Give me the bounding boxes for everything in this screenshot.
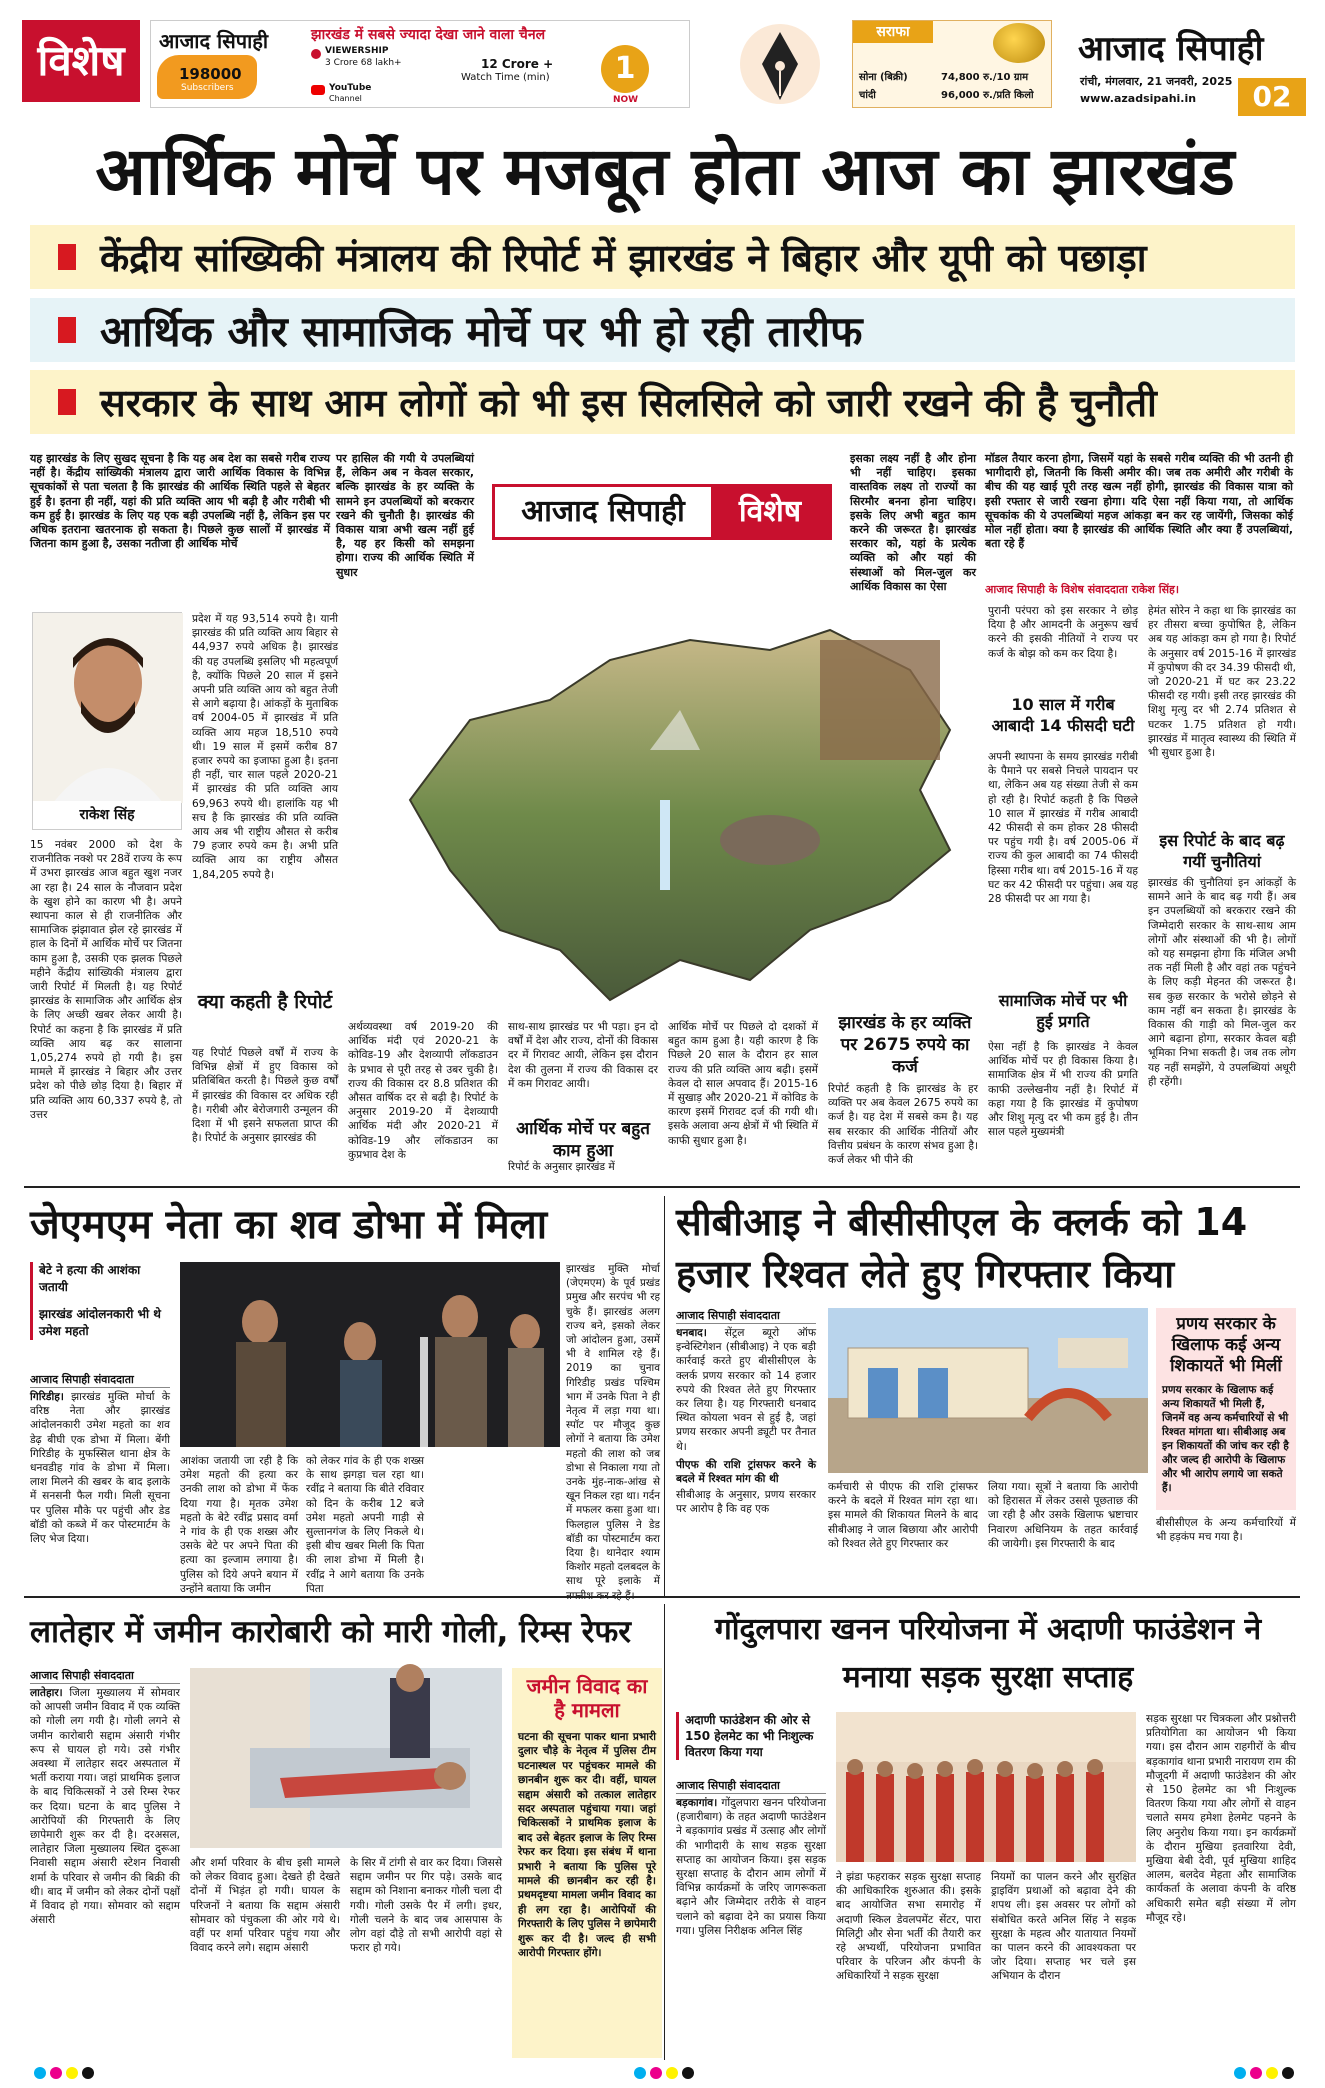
lead-col-2b: यह रिपोर्ट पिछले वर्षों में राज्य के विभिन्न क्षेत्रों में हुए विकास को प्रतिबिंबित करती है। पिछले कुछ वर्षों में झारखंड की विकास दर अधिक रही है। गरीबी और बेरोजगारी उन्मूलन की दिशा में भी इसने सफलता प्राप्त की है। रिपोर्ट के अनुसार झारखंड की [192,1047,338,1145]
bullet-square-icon [58,244,76,270]
lead-col-7b: अपनी स्थापना के समय झारखंड गरीबी के पैमाने पर सबसे निचले पायदान पर था, लेकिन अब यह संख्या तेजी से कम हो रही है। रिपोर्ट कहती है कि पिछले 10 साल में झारखंड में गरीब आबादी 42 फीसदी से कम होकर 28 फीसदी पर पहुंच गयी है। वर्ष 2005-06 में राज्य की कुल आबादी का 74 फीसदी हिस्सा गरीब था। वर्ष 2015-16 में यह घट कर 42 फीसदी पर पहुंचा। अब यह 28 फीसदी पर आ गया है। [988,751,1138,906]
ad-now: NOW [613,95,639,105]
ad-subscribers-num: 198000 [179,65,242,83]
latehar-side-head: जमीन विवाद का है मामला [526,1674,648,1722]
jmm-side-note: बेटे ने हत्या की आशंका जतायी [39,1263,141,1294]
intro-right-2-wrap [985,452,1293,596]
sub-challenges: इस रिपोर्ट के बाद बढ़ गयीं चुनौतियां [1159,831,1285,871]
cbi-side-head: प्रणय सरकार के खिलाफ कई अन्य शिकायतें भी मिलीं [1170,1314,1282,1376]
jmm-photo [180,1262,560,1447]
cbi-col-1 [676,1326,816,1586]
bullet-square-icon [58,317,76,343]
ad-viewership: VIEWERSHIP [325,46,389,56]
column-divider [664,1196,665,1596]
sub-social: सामाजिक मोर्चे पर भी हुई प्रगति [998,991,1128,1031]
sarafa-box [852,20,1052,108]
ad-youtube-sub: Channel [329,94,362,103]
intro-left: यह झारखंड के लिए सुखद सूचना है कि यह अब देश का सबसे गरीब राज्य नहीं है। केंद्रीय सांख्यिकी मंत्रालय द्वारा जारी आर्थिक विकास के विभिन्न सूचकांकों से पता चलता है कि झारखंड की आर्थिक स्थिति पहले से बेहतर हुई है। इतना ही नहीं, यहां की प्रति व्यक्ति आय भी बढ़ी है और गरीबी भी कम हुई है। झारखंड के लिए यह एक बड़ी उपलब्धि नहीं है, लेकिन इस पर अधिक इतराना खतरनाक हो सकता है। पिछले कुछ सालों में झारखंड में जितना काम हुआ है, उसका नतीजा ही आर्थिक मोर्चे [30,452,330,551]
page-number: 02 [1238,78,1306,116]
deck-text: सरकार के साथ आम लोगों को भी इस सिलसिले को जारी रखने की है चुनौती [100,381,1157,425]
adani-headline: गोंदुलपारा खनन परियोजना में अदाणी फाउंडेशन ने मनाया सड़क सुरक्षा सप्ताह [714,1612,1262,1695]
logo-brand: आजाद सिपाही [521,494,685,529]
cbi-text: सेंट्रल ब्यूरो ऑफ इन्वेस्टिगेशन (सीबीआइ) ने एक बड़ी कार्रवाई करते हुए बीसीसीएल के क्लर्क प्रणय सरकार को 14 हजार रुपये की रिश्वत लेते हुए गिरफ्तार कर लिया है। यह गिरफ्तारी धनबाद स्थित कोयला भवन से हुई है, जहां प्रणय सरकार अपनी ड्यूटी पर तैनात थे। [676,1327,816,1453]
youtube-ad [150,20,690,108]
intro-credit: आजाद सिपाही के विशेष संवाददाता राकेश सिंह। [985,583,1180,596]
deck-text: आर्थिक और सामाजिक मोर्चे पर भी हो रही तारीफ [100,306,863,356]
ad-watch: 12 Crore + [481,57,554,71]
cbi-sub: पीएफ की राशि ट्रांसफर करने के बदले में रिश्वत मांग की थी [676,1458,816,1486]
cbi-dateline: धनबाद। [676,1327,707,1339]
lead-col-8: हेमंत सोरेन ने कहा था कि झारखंड का हर तीसरा बच्चा कुपोषित है, लेकिन अब यह आंकड़ा कम हो गया है। रिपोर्ट के अनुसार वर्ष 2015-16 में झारखंड में कुपोषण की दर 34.39 फीसदी थी, जो 2020-21 में घट कर 23.22 फीसदी रह गयी। इसी तरह झारखंड की शिशु मृत्यु दर भी 2.74 प्रतिशत से घटकर 1.75 प्रतिशत हो गयी। झारखंड में मातृत्व स्वास्थ्य की स्थिति में भी सुधार हुआ है। [1148,605,1296,760]
sarafa-row-label: सोना (बिक्री) [859,72,908,83]
pen-nib-logo [720,20,840,108]
jmm-col-2: आशंका जतायी जा रही है कि उमेश महतो की हत्या कर उनकी लाश को डोभा में फेंक दिया गया है। मृतक उमेश महतो के बेटे रवींद्र प्रसाद वर्मा ने गांव के ही एक शख्स और उसके बेटे पर अपने पिता की हत्या का इल्जाम लगाया है। पुलिस को दिये अपने बयान में उन्होंने बताया कि जमीन [180,1455,298,1595]
jmm-byline: आजाद सिपाही संवाददाता [30,1372,170,1388]
adani-col-4: सड़क सुरक्षा पर चित्रकला और प्रश्नोत्तरी प्रतियोगिता का आयोजन भी किया गया। इस दौरान आम राहगीरों के बीच बड़कागांव थाना प्रभारी नारायण राम की मौजूदगी में अदाणी फाउंडेशन की ओर से 150 हेलमेट का भी निःशुल्क वितरण किया गया और लोगों से वाहन चलाते समय हमेशा हेलमेट पहनने के लिए अनुरोध किया गया। इन कार्यक्रमों के दौरान मुखिया इतवारिया देवी, मुखिया बेबी देवी, पूर्व मुखिया शाहिद आलम, बलदेव मेहता और सामाजिक कार्यकर्ता के अलावा कंपनी के वरिष्ठ अधिकारी समेत बड़ी संख्या में लोग मौजूद रहे। [1146,1713,1296,1924]
cbi-side-box [1156,1308,1296,1510]
lead-col-7c: ऐसा नहीं है कि झारखंड ने केवल आर्थिक मोर्चे पर ही विकास किया है। सामाजिक क्षेत्र में भी राज्य की प्रगति काफी उल्लेखनीय नहीं है। रिपोर्ट में कहा गया है कि झारखंड में कुपोषण और शिशु मृत्यु दर भी कम हुई है। तीन साल पहले मुख्यमंत्री [988,1041,1138,1139]
adani-byline: आजाद सिपाही संवाददाता [676,1778,826,1794]
ad-watch-sub: Watch Time (min) [461,72,550,83]
intro-right-2: मॉडल तैयार करना होगा, जिसमें यहां के सबसे गरीब व्यक्ति की भी उतनी ही भागीदारी हो, जितनी कि किसी अमीर की। जब तक अमीरी और गरीबी के बीच की यह खाई पूरी तरह खत्म नहीं होगी, झारखंड की विकास यात्रा को इसी रफ्तार से जारी रखना होगा। यदि ऐसा नहीं किया गया, तो आर्थिक सूचकांक की ये उपलब्धियां महज आंकड़ा बन कर रह जायेंगी, जिसका कोई मोल नहीं होता। क्या है झारखंड की आर्थिक स्थिति और क्या हैं उपलब्धियां, बता रहे हैं [985,452,1293,551]
sub-work: आर्थिक मोर्चे पर बहुत काम हुआ [516,1119,650,1161]
latehar-side-box [512,1668,662,2058]
lead-col-4: साथ-साथ झारखंड पर भी पड़ा। इन दो वर्षों में देश और राज्य, दोनों की विकास दर में गिरावट आयी, लेकिन इस दौरान देश की तुलना में राज्य की विकास दर में कम गिरावट आयी। [508,1021,658,1090]
latehar-photo [190,1668,502,1848]
intro-right-1: इसका लक्ष्य नहीं है और होना भी नहीं चाहिए। इसका वास्तविक लक्ष्य तो राज्यों का सिरमौर बनना होना चाहिए। इसके लिए अभी बहुत काम करने की जरूरत है। झारखंड सरकार को, यहां के प्रत्येक व्यक्ति को और यहां की संस्थाओं को मिल-जुल कर आर्थिक विकास का ऐसा [850,452,976,593]
deck-text: केंद्रीय सांख्यिकी मंत्रालय की रिपोर्ट में झारखंड ने बिहार और यूपी को पछाड़ा [100,236,1147,280]
adani-side-note: अदाणी फाउंडेशन की ओर से 150 हेलमेट का भी निःशुल्क वितरण किया गया [676,1712,826,1760]
jmm-col-3: को लेकर गांव के ही एक शख्स के साथ झगड़ा चल रहा था। रवींद्र ने बताया कि बीते रविवार को दिन के करीब 12 बजे उमेश महतो अपनी गाड़ी से सुल्तानगंज के लिए निकले थे। इसी बीच खबर मिली कि पिता की लाश डोभा में मिली है। रवींद्र ने आगे बताया कि उनके पिता [306,1455,424,1595]
website: www.azadsipahi.in [1080,92,1197,105]
cbi-side-body: प्रणय सरकार के खिलाफ कई अन्य शिकायतें भी मिली हैं, जिनमें वह अन्य कर्मचारियों से भी रिश्वत मांगता था। सीबीआइ अब इन शिकायतों की जांच कर रही है और जल्द ही आरोपी के खिलाफ और भी आरोप लगाये जा सकते हैं। [1162,1384,1289,1494]
lead-col-1: 15 नवंबर 2000 को देश के राजनीतिक नक्शे पर 28वें राज्य के रूप में उभरा झारखंड आज बहुत खुश नजर आ रहा है। 24 साल के नौजवान प्रदेश के खुश होने का कारण भी है। अपने स्थापना काल से ही राजनीतिक और सामाजिक झंझावात झेल रहे झारखंड में हाल के दिनों में आर्थिक मोर्चे पर जितना काम हुआ है, उसकी एक झलक पिछले महीने केंद्रीय सांख्यिकी मंत्रालय द्वारा जारी रिपोर्ट में मिलती है। यह रिपोर्ट झारखंड के सामाजिक और आर्थिक क्षेत्र के लिए अच्छी खबर लेकर आयी है। रिपोर्ट का कहना है कि झारखंड में प्रति व्यक्ति आय बढ़ कर सालाना 1,05,274 रुपये हो गयी है। इस मामले में झारखंड ने बिहार और उत्तर प्रदेश को पीछे छोड़ दिया है। बिहार में प्रति व्यक्ति आय 60,337 रुपये है, तो उत्तर [30,839,182,1121]
section-divider [24,1186,1300,1188]
lead-col-7: पुरानी परंपरा को इस सरकार ने छोड़ दिया है और आमदनी के अनुरूप खर्च करने की इसकी नीतियों ने राज्य पर कर्ज के बोझ को कम कर दिया है। [988,605,1138,660]
ad-youtube: YouTube [329,83,372,93]
bullet-square-icon [58,389,76,415]
cbi-byline: आजाद सिपाही संवाददाता [676,1308,816,1324]
brand-name: आजाद सिपाही [1078,29,1264,69]
dateline: रांची, मंगलवार, 21 जनवरी, 2025 [1080,75,1233,88]
masthead [0,0,1325,118]
lead-col-2: प्रदेश में यह 93,514 रुपये है। यानी झारखंड की प्रति व्यक्ति आय बिहार से 44,937 रुपये अधिक है। झारखंड की यह उपलब्धि इसलिए भी महत्वपूर्ण है, क्योंकि पिछले 20 साल में इसने अपनी प्रति व्यक्ति आय को बहुत तेजी से आगे बढ़ाया है। आंकड़ों के मुताबिक वर्ष 2004-05 में झारखंड में प्रति व्यक्ति आय महज 18,510 रुपये थी। 19 साल में इसमें करीब 87 हजार रुपये का इजाफा हुआ है। इतना ही नहीं, चार साल पहले 2020-21 में झारखंड की प्रति व्यक्ति आय 69,963 रुपये थी। हालांकि यह भी सच है कि झारखंड की प्रति व्यक्ति आय अब भी राष्ट्रीय औसत से करीब 79 हजार रुपये कम है। अभी प्रति व्यक्ति आय का राष्ट्रीय औसत 1,84,205 रुपये है। [192,613,338,881]
deck-1 [30,225,1295,289]
lead-col-8b: झारखंड की चुनौतियां इन आंकड़ों के सामने आने के बाद बढ़ गयी हैं। अब इन उपलब्धियों को बरकरार रखने की जिम्मेदारी सरकार के साथ-साथ आम लोगों और संस्थाओं की भी है। लोगों को यह समझना होगा कि मंजिल अभी तक नहीं मिली है और वहां तक पहुंचने के लिए कड़ी मेहनत की जरूरत है। सब कुछ सरकार के भरोसे छोड़ने से काम नहीं बन सकता है। झारखंड के विकास की गाड़ी को मिल-जुल कर आगे बढ़ाना होगा, सरकार केवल बड़ी भूमिका निभा सकती है। जब तक लोग यह नहीं समझेंगे, ये उपलब्धियां अधूरी ही रहेंगी। [1148,877,1296,1088]
sub-debt: झारखंड के हर व्यक्ति पर 2675 रुपये का कर्ज [838,1013,972,1077]
ad-subscribers: Subscribers [181,83,234,93]
adani-photo [836,1712,1136,1862]
jmm-side-notes [30,1262,170,1340]
lead-headline: आर्थिक मोर्चे पर मजबूत होता आज का झारखंड [95,133,1235,210]
ad-tagline: झारखंड में सबसे ज्यादा देखा जाने वाला चैनल [311,27,546,43]
latehar-col-3: के सिर में टांगी से वार कर दिया। जिससे सद्दाम जमीन पर गिर पड़े। उसके बाद सद्दाम को निशाना बनाकर गोली चला दी गयी। गोली उसके पैर में लगी। इधर, गोली चलने के बाद जब आसपास के लोग वहां दौड़े तो सभी आरोपी वहां से फरार हो गये। [350,1857,502,1955]
column-divider [664,1604,665,2060]
gold-coins-icon [993,23,1045,63]
latehar-side-body: घटना की सूचना पाकर थाना प्रभारी दुलार चौड़े के नेतृत्व में पुलिस टीम घटनास्थल पर पहुंचकर मामले की छानबीन शुरू कर दी। वहीं, घायल सद्दाम अंसारी को तत्काल लातेहार सदर अस्पताल पहुंचाया गया। जहां चिकित्सकों ने प्राथमिक इलाज के बाद उसे बेहतर इलाज के लिए रिम्स रेफर कर दिया। इस संबंध में थाना प्रभारी ने बताया कि पुलिस पूरे मामले की छानबीन कर रही है। प्रथमदृष्टया मामला जमीन विवाद का ही लग रहा है। आरोपियों की गिरफ्तारी के लिए पुलिस ने छापेमारी शुरू कर दी है। जल्द ही सभी आरोपी गिरफ्तार होंगे। [518,1731,656,1960]
adani-col-3: नियमों का पालन करने और सुरक्षित ड्राइविंग प्रथाओं को बढ़ावा देने की शपथ ली। इस अवसर पर लोगों को संबोधित करते अनिल सिंह ने सड़क सुरक्षा के महत्व और यातायात नियमों का पालन करने की आवश्यकता पर जोर दिया। सप्ताह भर चले इस अभियान के दौरान [991,1871,1136,1983]
jmm-col-4: झारखंड मुक्ति मोर्चा (जेएमएम) के पूर्व प्रखंड प्रमुख और सरपंच भी रह चुके हैं। झारखंड अलग राज्य बने, इसको लेकर जो आंदोलन हुआ, उसमें भी वे शामिल रहे हैं। 2019 का चुनाव गिरिडीह प्रखंड पश्चिम भाग में उनके पिता ने ही नेतृत्व में लड़ा गया था। स्पॉट पर मौजूद कुछ लोगों ने बताया कि उमेश महतो की लाश को जब डोभा से निकाला गया तो उनके मुंह-नाक-आंख से खून निकल रहा था। गर्दन में मफलर कसा हुआ था। फिलहाल पुलिस ने डेड बॉडी का पोस्टमार्टम करा दिया है। थानेदार श्याम किशोर महतो दलबदल के साथ पूरे इलाके में [566,1263,660,1588]
latehar-col-2: और शर्मा परिवार के बीच इसी मामले को लेकर विवाद हुआ। देखते ही देखते दोनों में भिड़ंत हो गयी। घायल के परिजनों ने बताया कि सद्दाम अंसारी सोमवार को पंचुकला की ओर गये थे। वहीं पर शर्मा परिवार पहुंच गया और विवाद करने लगे। सद्दाम अंसारी [190,1857,340,1955]
lead-col-5: आर्थिक मोर्चे पर पिछले दो दशकों में बहुत काम हुआ है। यही कारण है कि पिछले 20 साल के दौरान हर साल राज्य की प्रति व्यक्ति आय बढ़ी। इसमें केवल दो साल अपवाद हैं। 2015-16 में सुखाड़ और 2020-21 में कोविड के कारण इसमें गिरावट दर्ज की गयी थी। इसके अलावा अन्य क्षेत्रों में भी स्थिति में काफी सुधार हुआ है। [668,1021,818,1147]
jharkhand-map-collage [350,600,990,1020]
section-divider [24,1596,1300,1598]
adani-col-1 [676,1796,826,2058]
sarafa-title: सराफा [853,21,933,43]
latehar-byline: आजाद सिपाही संवाददाता [30,1668,180,1684]
number-one-badge: 1 [601,45,649,93]
author-photo [32,612,182,830]
lead-col-6: रिपोर्ट कहती है कि झारखंड के हर व्यक्ति पर अब केवल 2675 रुपये का कर्ज है। यह देश में सबसे कम है। यह सब सरकार की आर्थिक नीतियों और वित्तीय प्रबंधन के कारण संभव हुआ है। कर्ज लेकर भी पीने की [828,1083,978,1167]
adani-dateline: बड़कागांव। [676,1797,718,1809]
registration-marks [0,2062,1325,2084]
jmm-col-1 [30,1390,170,1586]
latehar-col-1 [30,1686,180,2058]
deck-3 [30,370,1295,434]
viewership-icon [311,49,321,59]
cbi-side-tail: बीसीसीएल के अन्य कर्मचारियों में भी हड़कंप मच गया है। [1156,1517,1296,1544]
lead-col-3: अर्थव्यवस्था वर्ष 2019-20 की आर्थिक मंदी एवं 2020-21 के कोविड-19 और देशव्यापी लॉकडाउन के प्रभाव से पूरी तरह से उबर चुकी है। राज्य की विकास दर 8.8 प्रतिशत की औसत वार्षिक दर से बढ़ी है। रिपोर्ट के अनुसार 2019-20 में देशव्यापी आर्थिक मंदी और 2020-21 में कोविड-19 और लॉकडाउन का कुप्रभाव देश के [348,1021,498,1161]
cbi-text-2: सीबीआइ के अनुसार, प्रणय सरकार पर आरोप है कि वह एक [676,1489,816,1516]
cbi-headline: सीबीआइ ने बीसीसीएल के क्लर्क को 14 हजार रिश्वत लेते हुए गिरफ्तार किया [676,1200,1248,1296]
ad-viewership-val: 3 Crore 68 lakh+ [325,58,402,68]
jmm-headline: जेएमएम नेता का शव डोभा में मिला [30,1202,548,1248]
youtube-icon [311,85,325,95]
sub-report: क्या कहती है रिपोर्ट [197,991,333,1013]
cbi-col-2: कर्मचारी से पीएफ की राशि ट्रांसफर करने के बदले में रिश्वत मांग रहा था। इस मामले की शिकायत मिलने के बाद सीबीआइ ने जाल बिछाया और आरोपी को रिश्वत लेते हुए गिरफ्तार कर [828,1481,978,1550]
jmm-side-note: झारखंड आंदोलनकारी भी थे उमेश महतो [39,1307,161,1338]
section-label: विशेष [22,20,140,102]
cbi-col-3: लिया गया। सूत्रों ने बताया कि आरोपी को हिरासत में लेकर उससे पूछताछ की जा रही है और उसके खिलाफ भ्रष्टाचार निवारण अधिनियम के तहत कार्रवाई की जायेगी। इस गिरफ्तारी के बाद [988,1481,1138,1550]
sarafa-row-value: 74,800 रु./10 ग्राम [941,72,1029,83]
sarafa-row-label: चांदी [859,90,876,101]
author-caption: राकेश सिंह [33,801,181,829]
adani-col-2: ने झंडा फहराकर सड़क सुरक्षा सप्ताह की आधिकारिक शुरुआत की। इसके बाद आयोजित सभा समारोह में अदाणी स्किल डेवलपमेंट सेंटर, पारा मिलिट्री और सेना भर्ती की तैयारी कर रहे अभ्यर्थी, परियोजना प्रभावित परिवार के परिजन और कंपनी के अधिकारियों ने सड़क सुरक्षा [836,1871,981,1983]
deck-2 [30,298,1295,362]
jmm-dateline: गिरिडीह। [30,1391,64,1403]
sarafa-row-value: 96,000 रु./प्रति किलो [941,90,1034,101]
lead-col-4b: रिपोर्ट के अनुसार झारखंड में [508,1161,615,1173]
latehar-dateline: लातेहार। [30,1687,63,1699]
intro-mid: पर हासिल की गयी ये उपलब्धियां हैं, लेकिन अब न केवल सरकार, बल्कि झारखंड के हर व्यक्ति के सामने इन उपलब्धियों को बरकरार रखने की चुनौती है। झारखंड की विकास यात्रा अभी खत्म नहीं हुई है, यह हर किसी को समझना होगा। राज्य की आर्थिक स्थिति में सुधार [336,452,474,579]
latehar-text: जिला मुख्यालय में सोमवार को आपसी जमीन विवाद में एक व्यक्ति को गोली लग गयी है। गोली लगने से जमीन कारोबारी सद्दाम अंसारी गंभीर रूप से घायल हो गये। उसे गंभीर अवस्था में लातेहार सदर अस्पताल में भर्ती कराया गया। जहां प्राथमिक इलाज के बाद चिकित्सकों ने उसे रिम्स रेफर कर दिया। घटना के बाद पुलिस ने आरोपियों की गिरफ्तारी के लिए छापेमारी शुरू कर दी है। दरअसल, लातेहार जिला मुख्यालय स्थित दुरूआ निवासी सद्दाम अंसारी स्टेशन निवासी शर्मा के परिवार से जमीन की बिक्री की थी। बाद में जमीन को लेकर दोनों पक्षों में विवाद हो गया। सोमवार को सद्दाम अंसारी [30,1687,180,1927]
logo-section: विशेष [711,487,829,537]
ad-channel-name: आजाद सिपाही [159,29,269,53]
sub-poverty: 10 साल में गरीब आबादी 14 फीसदी घटी [991,695,1135,735]
latehar-headline: लातेहार में जमीन कारोबारी को मारी गोली, रिम्स रेफर [30,1614,631,1650]
cbi-photo [828,1308,1148,1473]
feature-logo [492,484,832,540]
jmm-text: झारखंड मुक्ति मोर्चा के वरिष्ठ नेता और झारखंड आंदोलनकारी उमेश महतो का शव डेढ़ बीघी एक डोभा में मिला। बेंगी गिरिडीह के मुफस्सिल थाना क्षेत्र के धनवडीह गांव के डोभा में मिला। लाश मिलने की खबर के बाद इलाके में सनसनी फैल गयी। मिली सूचना पर पुलिस मौके पर पहुंची और डेड बॉडी को कब्जे में कर पोस्टमार्टम के लिए भेज दिया। [30,1391,170,1546]
adani-text: गोंदुलपारा खनन परियोजना (हजारीबाग) के तहत अदाणी फाउंडेशन ने बड़कागांव प्रखंड में उत्साह और लोगों की भागीदारी के साथ सड़क सुरक्षा सप्ताह का आयोजन किया। इस सड़क सुरक्षा सप्ताह के दौरान आम लोगों में विभिन्न कार्यक्रमों के जरिए जागरूकता बढ़ाने और जिम्मेदार तरीके से वाहन चलाने को बढ़ावा देने का प्रयास किया गया। पुलिस निरीक्षक अनिल सिंह [676,1797,826,1937]
